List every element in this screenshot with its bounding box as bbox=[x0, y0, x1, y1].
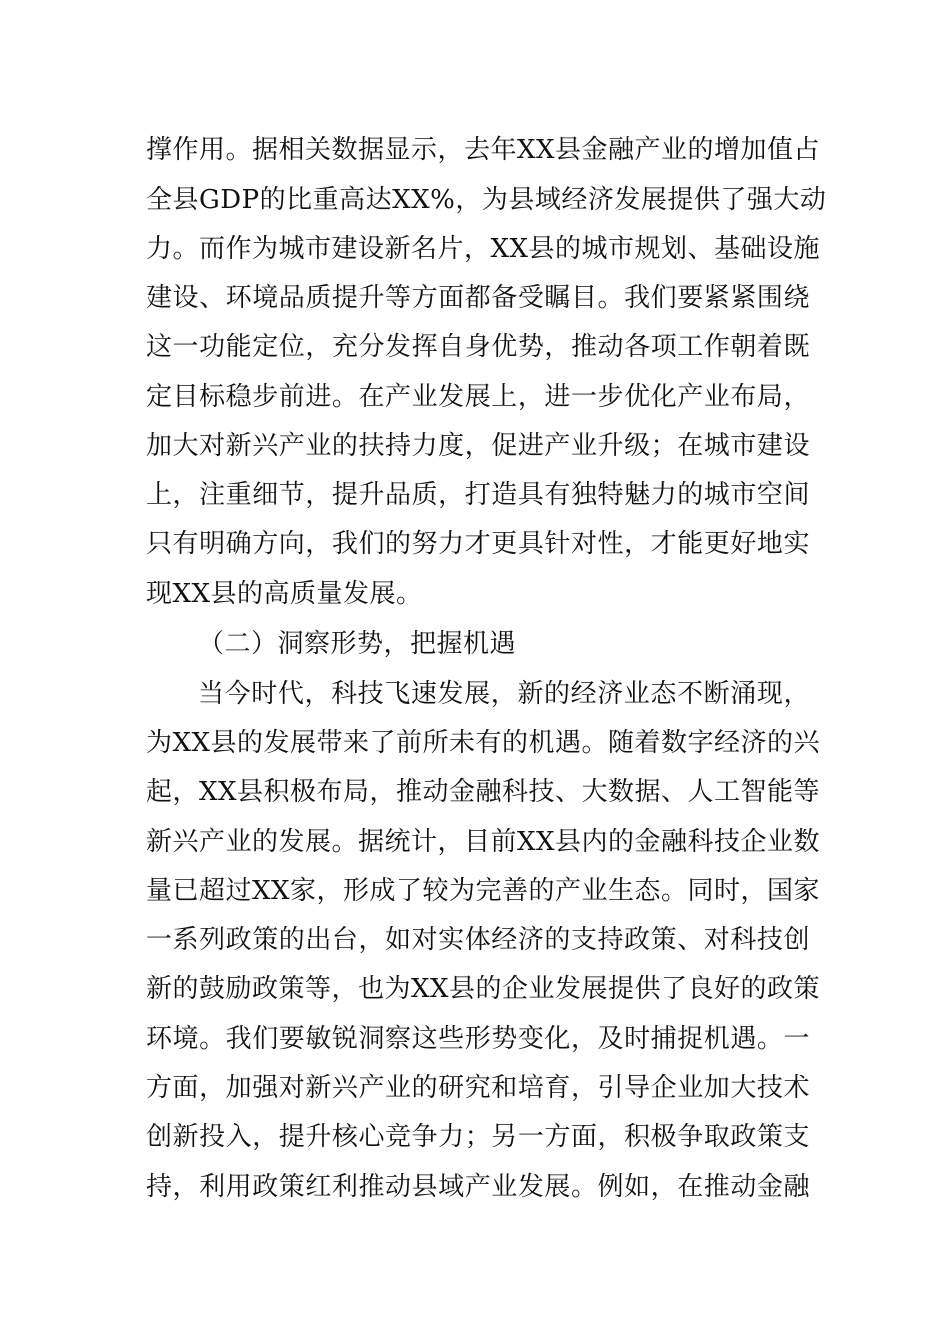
paragraph-1-line-9: 只有明确方向，我们的努力才更具针对性，才能更好地实 bbox=[146, 529, 810, 559]
paragraph-2-line-3: 起，XX县积极布局，推动金融科技、大数据、人工智能等 bbox=[146, 777, 821, 807]
paragraph-2-line-1: 当今时代，科技飞速发展，新的经济业态不断涌现， bbox=[198, 679, 810, 709]
paragraph-1-line-1: 撑作用。据相关数据显示，去年XX县金融产业的增加值占 bbox=[146, 135, 821, 165]
paragraph-2-line-11: 持，利用政策红利推动县域产业发展。例如，在推动金融 bbox=[146, 1172, 810, 1202]
paragraph-2-line-9: 方面，加强对新兴产业的研究和培育，引导企业加大技术 bbox=[146, 1073, 810, 1103]
paragraph-2-line-5: 量已超过XX家，形成了较为完善的产业生态。同时，国家 bbox=[146, 876, 821, 906]
paragraph-2-line-4: 新兴产业的发展。据统计，目前XX县内的金融科技企业数 bbox=[146, 827, 821, 857]
paragraph-1-line-8: 上，注重细节，提升品质，打造具有独特魅力的城市空间 bbox=[146, 480, 810, 510]
paragraph-1-line-2: 全县GDP的比重高达XX%，为县域经济发展提供了强大动 bbox=[146, 185, 827, 215]
paragraph-1-line-10: 现XX县的高质量发展。 bbox=[146, 579, 423, 609]
paragraph-2-line-7: 新的鼓励政策等，也为XX县的企业发展提供了良好的政策 bbox=[146, 974, 821, 1004]
paragraph-1-line-4: 建设、环境品质提升等方面都备受瞩目。我们要紧紧围绕 bbox=[146, 283, 810, 313]
paragraph-1-line-3: 力。而作为城市建设新名片，XX县的城市规划、基础设施 bbox=[146, 234, 821, 264]
paragraph-1-line-6: 定目标稳步前进。在产业发展上，进一步优化产业布局， bbox=[146, 382, 810, 412]
paragraph-2-line-8: 环境。我们要敏锐洞察这些形势变化，及时捕捉机遇。一 bbox=[146, 1024, 810, 1054]
section-heading: （二）洞察形势，把握机遇 bbox=[198, 629, 517, 659]
paragraph-1-line-5: 这一功能定位，充分发挥自身优势，推动各项工作朝着既 bbox=[146, 332, 810, 362]
paragraph-2-line-6: 一系列政策的出台，如对实体经济的支持政策、对科技创 bbox=[146, 925, 810, 955]
paragraph-2-line-2: 为XX县的发展带来了前所未有的机遇。随着数字经济的兴 bbox=[146, 728, 821, 758]
paragraph-1-line-7: 加大对新兴产业的扶持力度，促进产业升级；在城市建设 bbox=[146, 431, 810, 461]
paragraph-2-line-10: 创新投入，提升核心竞争力；另一方面，积极争取政策支 bbox=[146, 1122, 810, 1152]
